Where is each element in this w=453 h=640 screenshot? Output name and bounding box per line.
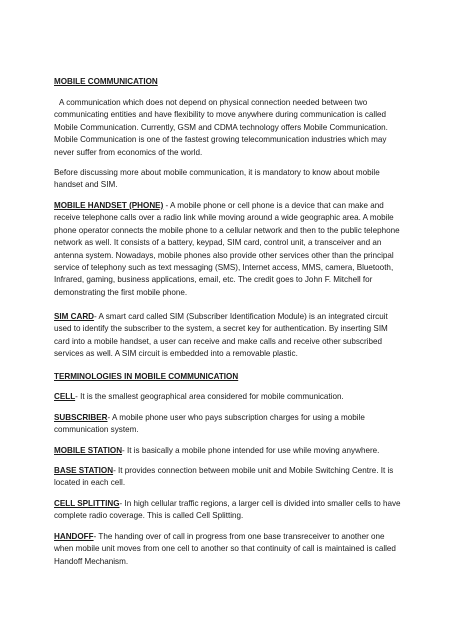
- cell-splitting-text: - In high cellular traffic regions, a larger cell is divided into smaller cells to have complete radio coverage. This is called Cell Splitting.: [54, 499, 401, 521]
- intro-text: A communication which does not depend on physical connection needed between two communicating entities and have flexibility to move anywhere during communication is called Mobile Communication. Currently, GSM and CDMA technology offers Mobile Communication. Mobile Communication is one of the fastest growing telecommunication industries which may never suffer from economics of the world.: [54, 98, 388, 157]
- handoff-paragraph: [54, 531, 404, 568]
- document-title: MOBILE COMMUNICATION: [54, 77, 158, 86]
- mobile-station-text: - It is basically a mobile phone intended for use while moving anywhere.: [122, 446, 380, 455]
- mobile-station-term: MOBILE STATION: [54, 446, 123, 455]
- before-text: Before discussing more about mobile communication, it is mandatory to know about mobile handset and SIM.: [54, 168, 380, 190]
- subscriber-text: - A mobile phone user who pays subscription charges for using a mobile communication system.: [54, 413, 365, 435]
- base-station-paragraph: [54, 465, 404, 490]
- handset-paragraph: [54, 200, 404, 299]
- handoff-term: HANDOFF: [54, 532, 94, 541]
- sim-paragraph: [54, 311, 404, 361]
- handset-term: MOBILE HANDSET (PHONE): [54, 201, 164, 210]
- cell-text: - It is the smallest geographical area considered for mobile communication.: [75, 392, 344, 401]
- cell-term: CELL: [54, 392, 76, 401]
- handoff-text: - The handing over of call in progress from one base transreceiver to another one when mobile unit moves from one cell to another so that continuity of call is maintained is called Handoff Mechanism.: [54, 532, 396, 566]
- subscriber-paragraph: [54, 412, 404, 437]
- sim-term: SIM CARD: [54, 312, 95, 321]
- handset-text: - A mobile phone or cell phone is a device that can make and receive telephone calls over a radio link while moving around a wide geographic area. A mobile phone operator connects the mobile phone to a cellular network and then to the public telephone network as well. It consists of a battery, keypad, SIM card, control unit, a transceiver and an antenna system. Nowadays, mobile phones also provide other services other than the principal service of telephony such as text messaging (SMS), Internet access, MMS, camera, Bluetooth, Infrared, gaming, business applications, email, etc. The credit goes to John F. Mitchell for demonstrating the first mobile phone.: [54, 201, 400, 297]
- mobile-station-paragraph: [54, 445, 404, 457]
- terminologies-heading-block: [54, 371, 404, 383]
- cell-paragraph: [54, 391, 404, 403]
- base-station-text: - It provides connection between mobile unit and Mobile Switching Centre. It is located in each cell.: [54, 466, 394, 488]
- terminologies-heading: TERMINOLOGIES IN MOBILE COMMUNICATION: [54, 372, 239, 381]
- cell-splitting-paragraph: [54, 498, 404, 523]
- cell-splitting-term: CELL SPLITTING: [54, 499, 120, 508]
- base-station-term: BASE STATION: [54, 466, 114, 475]
- before-paragraph: [54, 167, 404, 192]
- document-title-block: [54, 76, 404, 88]
- intro-paragraph: [54, 97, 404, 159]
- subscriber-term: SUBSCRIBER: [54, 413, 108, 422]
- sim-text: - A smart card called SIM (Subscriber Identification Module) is an integrated circuit used to identify the subscriber to the system, a secret key for authentication. By inserting SIM card into a mobile handset, a user can receive and make calls and receive other subscribed services as well. A SIM circuit is embedded into a removable plastic.: [54, 312, 388, 359]
